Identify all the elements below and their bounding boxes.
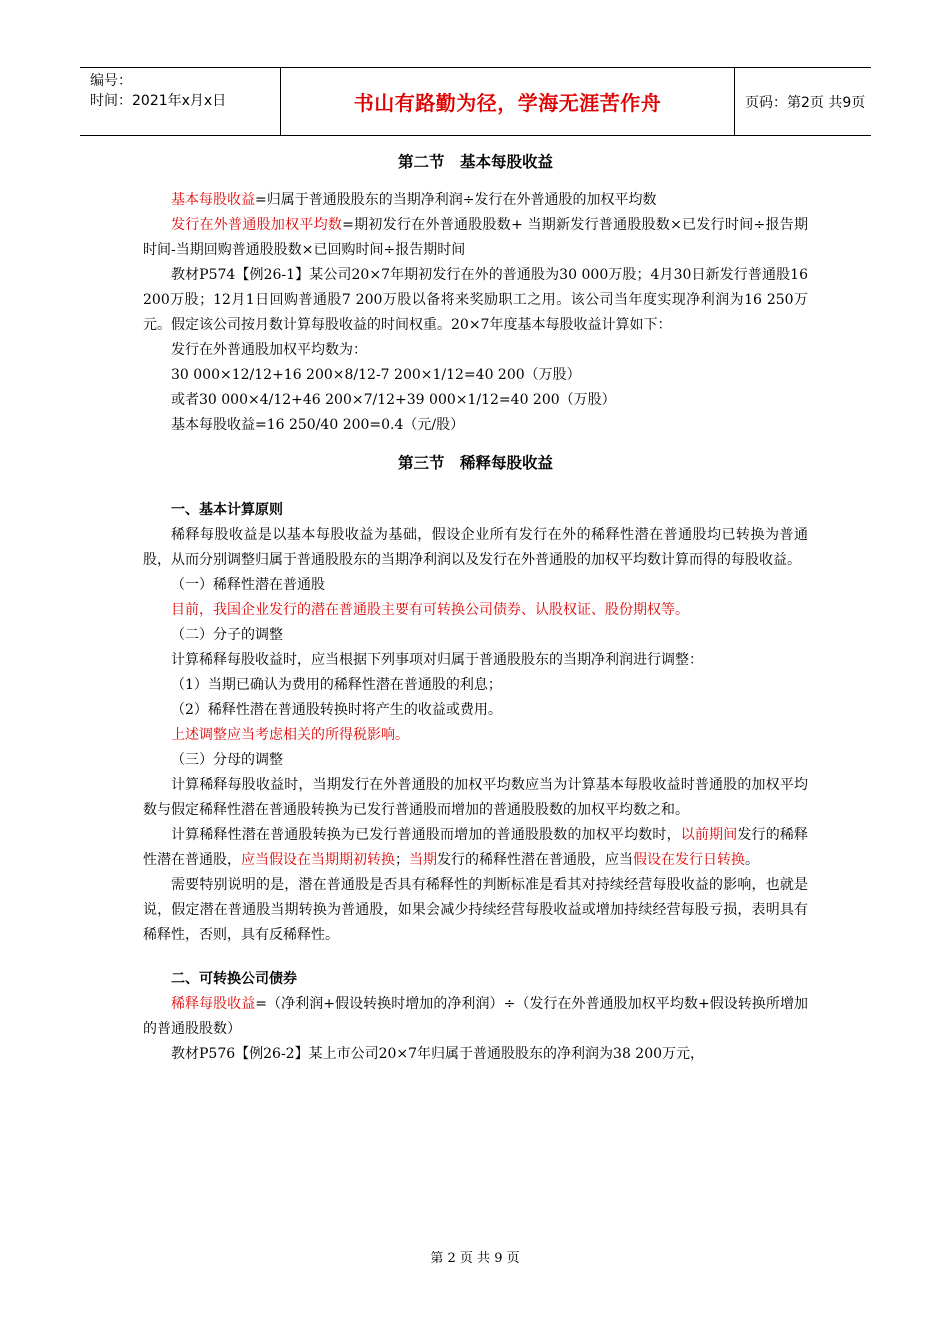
calc-line-1: 30 000×12/12+16 200×8/12-7 200×1/12=40 200（万股） xyxy=(171,367,581,383)
text-run: 。 xyxy=(745,852,759,868)
highlight-current-period: 当期 xyxy=(409,852,437,868)
calc-intro: 发行在外普通股加权平均数为： xyxy=(171,342,367,358)
formula-basic-eps xyxy=(143,188,808,213)
principle-paragraph: 稀释每股收益是以基本每股收益为基础，假设企业所有发行在外的稀释性潜在普通股均已转换为普通股，从而分别调整归属于普通股股东的当期净利润以及发行在外普通股的加权平均数计算而得的每股收益。 xyxy=(143,527,808,568)
formula-text: =期初发行在外普通股股数+ 当期新发行普通股股数×已发行时间÷报告期时间-当期回购普通股股数×已回购时间÷报告期时间 xyxy=(143,217,808,258)
header-meta xyxy=(80,68,280,135)
formula-text: =归属于普通股股东的当期净利润÷发行在外普通股的加权平均数 xyxy=(255,192,657,208)
section3-title: 第三节 稀释每股收益 xyxy=(397,454,553,472)
formula-text: =（净利润+假设转换时增加的净利润）÷（发行在外普通股加权平均数+假设转换所增加的普通股股数） xyxy=(143,996,809,1037)
header-motto-cell xyxy=(280,68,735,135)
term-weighted-average: 发行在外普通股加权平均数 xyxy=(171,217,343,233)
heading-convertible-bonds: 二、可转换公司债券 xyxy=(171,971,297,987)
highlight-prior-period: 以前期间 xyxy=(680,827,738,843)
formula-weighted-average xyxy=(143,213,808,263)
subheading-denominator: （三）分母的调整 xyxy=(171,752,283,768)
header-page-code: 页码：第2页 共9页 xyxy=(745,95,866,111)
subheading-dilutive-shares: （一）稀释性潜在普通股 xyxy=(171,577,325,593)
formula-diluted-eps xyxy=(143,992,808,1042)
example-26-1: 教材P574【例26-1】某公司20×7年期初发行在外的普通股为30 000万股；4月30日新发行普通股16 200万股；12月1日回购普通股7 200万股以备将来奖励职工之用。该公司当年度实现净利润为16 250万元。假定该公司按月数计算每股收益的时间权重。20×7年度基本每股收益计算如下： xyxy=(143,267,808,333)
text-run: 计算稀释性潜在普通股转换为已发行普通股而增加的普通股股数的加权平均数时， xyxy=(171,827,681,843)
doc-number-label: 编号： xyxy=(90,73,132,89)
section2-title: 第二节 基本每股收益 xyxy=(397,153,553,171)
text-run: 发行的稀释性潜在普通股， xyxy=(143,827,809,868)
text-run: 发行的稀释性潜在普通股，应当 xyxy=(437,852,633,868)
numerator-item-1: （1）当期已确认为费用的稀释性潜在普通股的利息； xyxy=(171,677,502,693)
denominator-paragraph-1: 计算稀释每股收益时，当期发行在外普通股的加权平均数应当为计算基本每股收益时普通股的加权平均数与假定稀释性潜在普通股转换为已发行普通股而增加的普通股股数的加权平均数之和。 xyxy=(143,777,808,818)
note-potential-shares: 目前，我国企业发行的潜在普通股主要有可转换公司债券、认股权证、股份期权等。 xyxy=(171,602,689,618)
subheading-numerator: （二）分子的调整 xyxy=(171,627,283,643)
document-body xyxy=(143,150,808,1067)
highlight-assume-issue-date: 假设在发行日转换 xyxy=(633,852,745,868)
highlight-assume-beginning: 应当假设在当期期初转换 xyxy=(241,852,395,868)
note-income-tax: 上述调整应当考虑相关的所得税影响。 xyxy=(171,727,409,743)
heading-basic-principle: 一、基本计算原则 xyxy=(171,502,283,518)
numerator-paragraph: 计算稀释每股收益时，应当根据下列事项对归属于普通股股东的当期净利润进行调整： xyxy=(171,652,703,668)
calc-result: 基本每股收益=16 250/40 200=0.4（元/股） xyxy=(171,417,465,433)
term-diluted-eps: 稀释每股收益 xyxy=(171,996,256,1012)
dilution-criteria-paragraph: 需要特别说明的是，潜在普通股是否具有稀释性的判断标准是看其对持续经营每股收益的影响，也就是说，假定潜在普通股当期转换为普通股，如果会减少持续经营每股收益或增加持续经营每股亏损，表明具有稀释性，否则，具有反稀释性。 xyxy=(143,877,808,943)
header-motto: 书山有路勤为径，学海无涯苦作舟 xyxy=(353,91,662,115)
numerator-item-2: （2）稀释性潜在普通股转换时将产生的收益或费用。 xyxy=(171,702,502,718)
doc-time-label: 时间：2021年x月x日 xyxy=(90,93,227,109)
term-basic-eps: 基本每股收益 xyxy=(171,192,255,208)
document-header xyxy=(80,67,871,136)
calc-line-2: 或者30 000×4/12+46 200×7/12+39 000×1/12=40 200（万股） xyxy=(171,392,616,408)
example-26-2: 教材P576【例26-2】某上市公司20×7年归属于普通股股东的净利润为38 200万元， xyxy=(171,1046,705,1062)
page-footer: 第 2 页 共 9 页 xyxy=(430,1251,520,1266)
denominator-paragraph-2 xyxy=(143,823,808,873)
text-run: ； xyxy=(395,852,409,868)
